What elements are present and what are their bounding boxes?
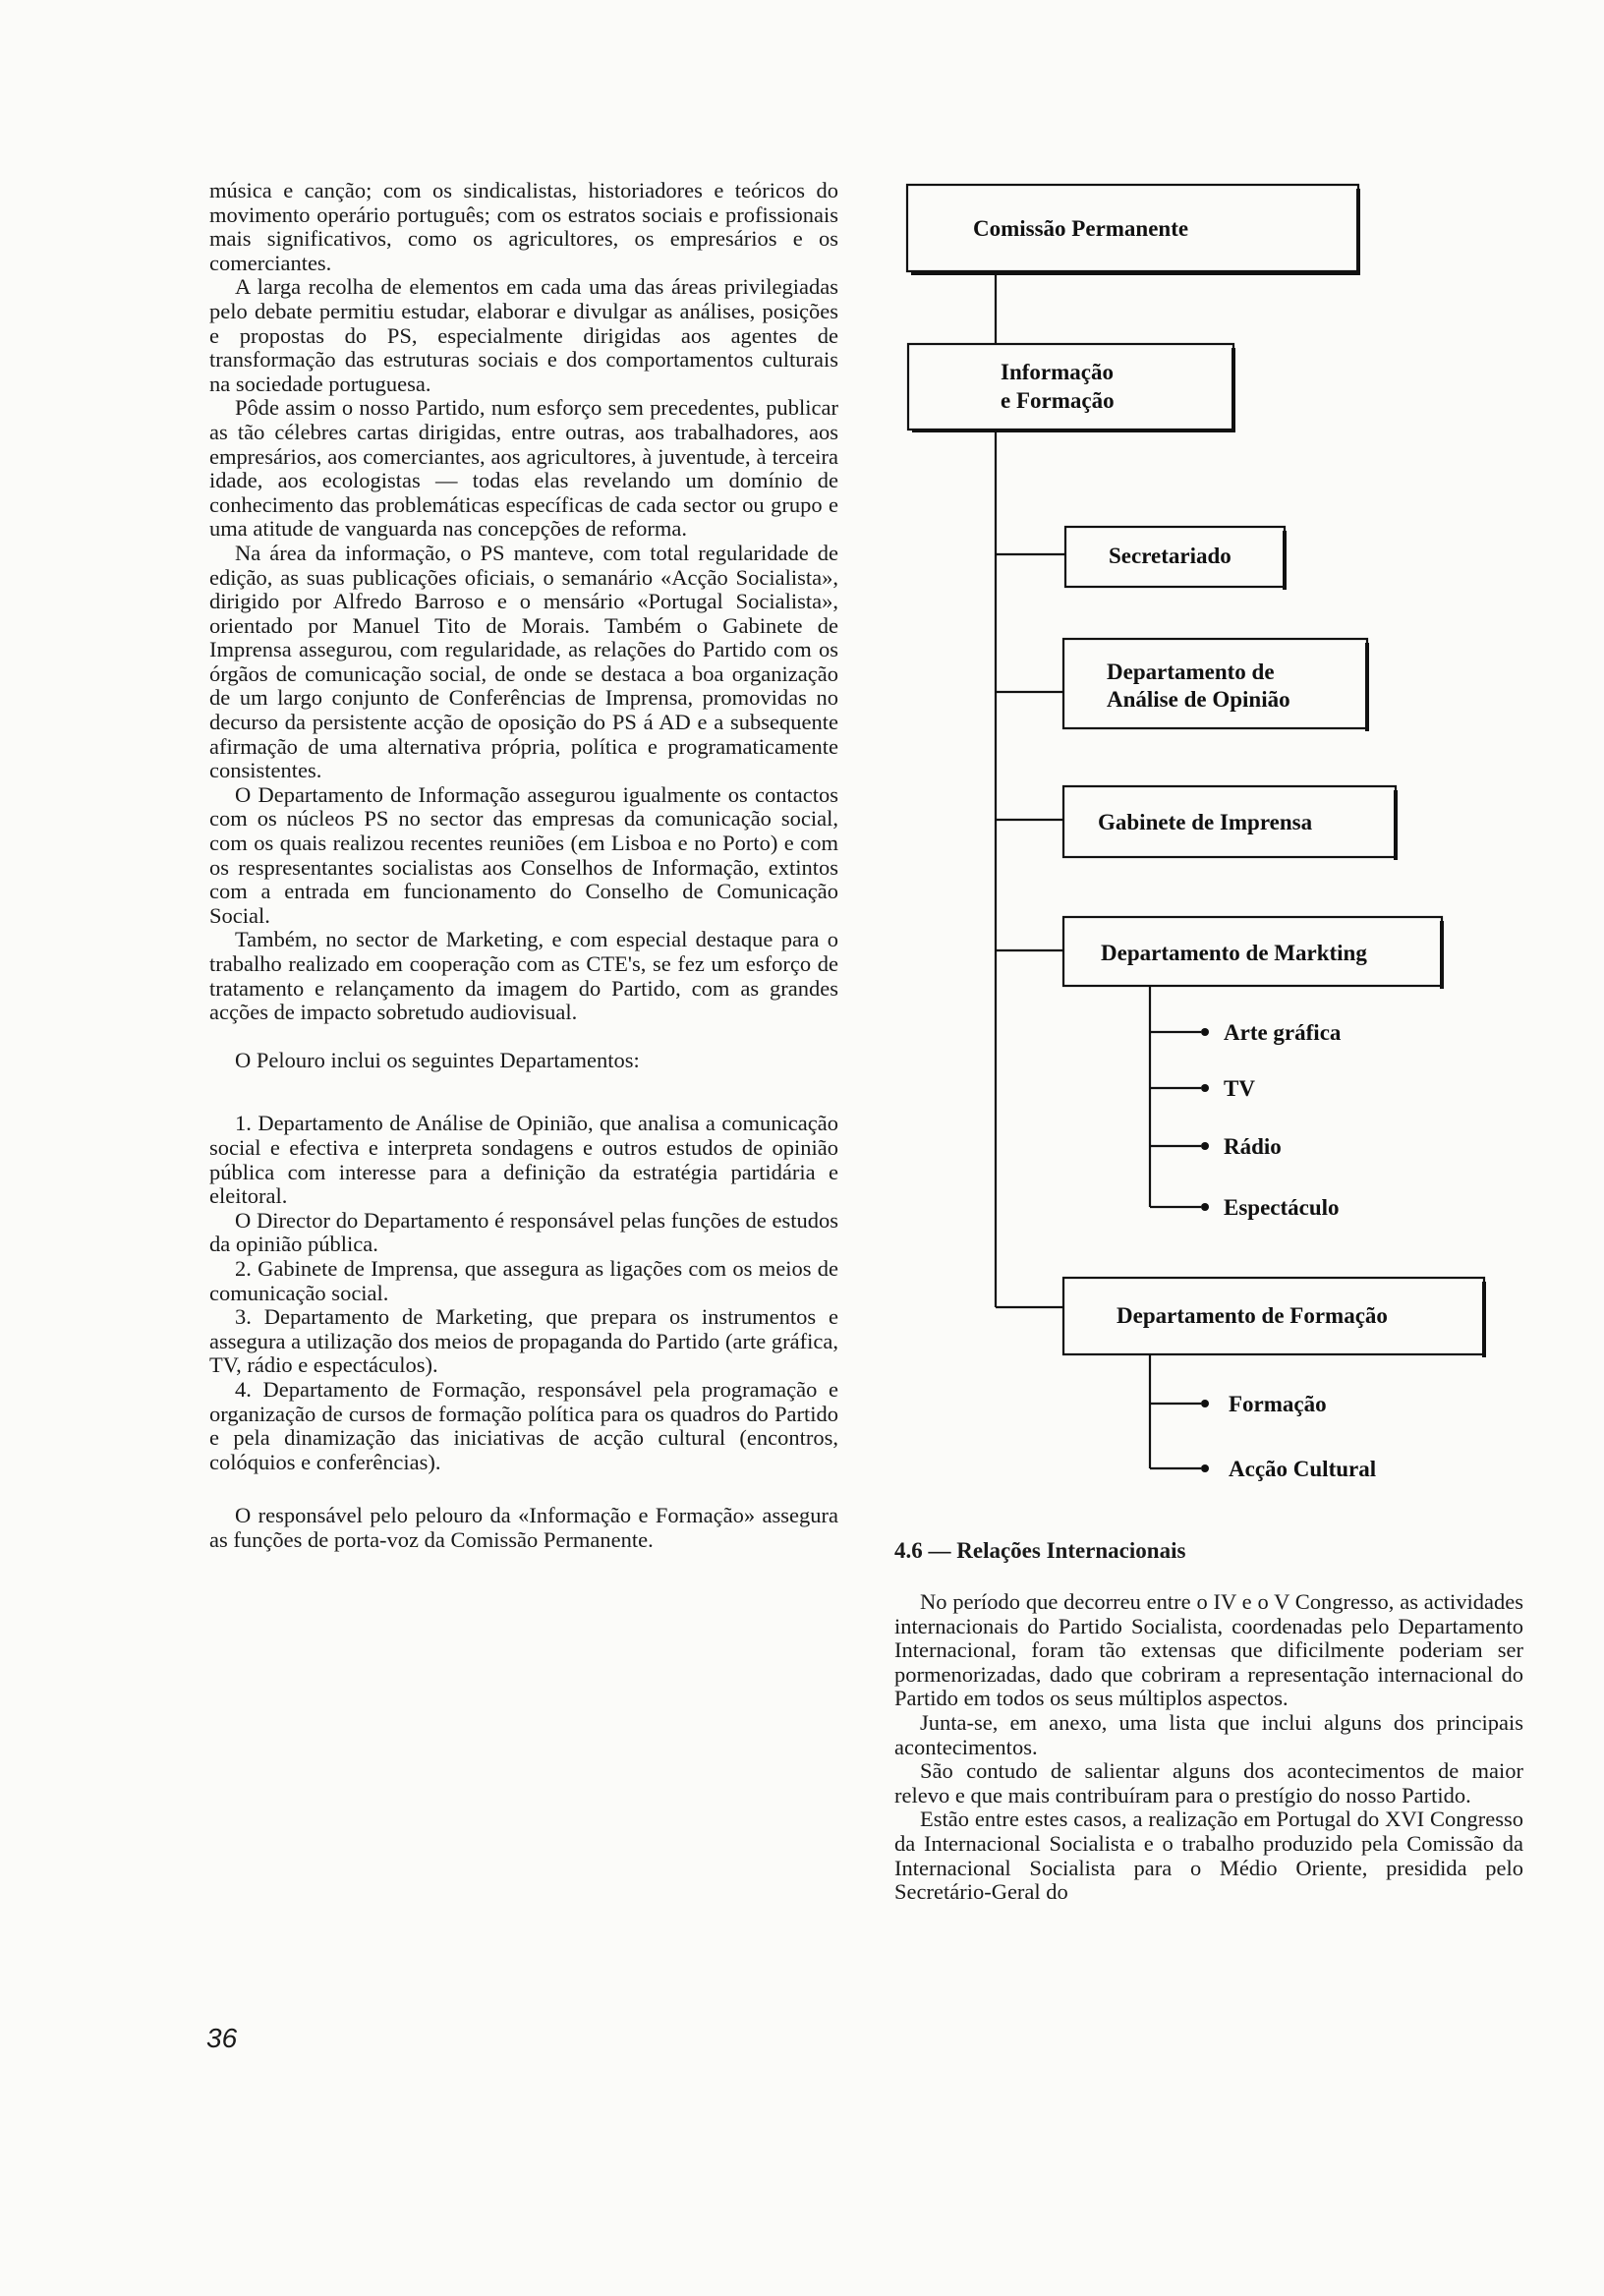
paragraph: No período que decorreu entre o IV e o V Congresso, as actividades internacionais do Partido Socialista, coordenadas pelo Departamento Internacional, foram tão extensas que dificilmente poderiam ser pormenorizadas, dado que cobriram a representação internacional do Partido em todos os seus múltiplos aspectos. xyxy=(894,1589,1523,1711)
paragraph: O responsável pelo pelouro da «Informação e Formação» assegura as funções de porta-voz da Comissão Permanente. xyxy=(209,1503,838,1552)
paragraph: música e canção; com os sindicalistas, historiadores e teóricos do movimento operário português; com os estratos sociais e profissionais mais significativos, como os agricultores, os empresários e os comerciantes. xyxy=(209,178,838,275)
bullet-icon xyxy=(1201,1203,1209,1211)
analysis-label-line2: Análise de Opinião xyxy=(1107,687,1290,712)
paragraph: Na área da informação, o PS manteve, com total regularidade de edição, as suas publicações oficiais, o semanário «Acção Socialista», dirigido por Alfredo Barroso e o mensário «Portugal Socialista», orientado por Manuel Tito de Morais. Também o Gabinete de Imprensa assegurou, com regularidade, as relações do Partido com os órgãos de comunicação social, de onde se destaca a boa organização de um largo conjunto de Conferências de Imprensa, promovidas no decurso da persistente acção de oposição do PS á AD e a subsequente afirmação de uma alternativa própria, política e programaticamente consistentes. xyxy=(209,540,838,783)
bullet-icon xyxy=(1201,1464,1209,1472)
press-label: Gabinete de Imprensa xyxy=(1098,810,1313,834)
right-text-column xyxy=(894,1590,1523,1905)
bullet-icon xyxy=(1201,1400,1209,1407)
paragraph: Pôde assim o nosso Partido, num esforço sem precedentes, publicar as tão célebres cartas dirigidas, entre outras, aos trabalhadores, aos empresários, aos comerciantes, aos agricultores, à juventude, à terceira idade, aos ecologistas — todas elas revelando um domínio de conhecimento das problemáticas específicas de cada sector ou grupo e uma atitude de vanguarda nas concepções de reforma. xyxy=(209,395,838,542)
analysis-label-line1: Departamento de xyxy=(1107,660,1275,684)
marketing-item: TV xyxy=(1224,1076,1255,1101)
info-label-line1: Informação xyxy=(1001,360,1114,384)
paragraph: 1. Departamento de Análise de Opinião, que analisa a comunicação social e efectiva e interpreta sondagens e outros estudos de opinião pública com interesse para a definição da estratégia partidária e eleitoral. xyxy=(209,1111,838,1209)
paragraph: Também, no sector de Marketing, e com especial destaque para o trabalho realizado em cooperação com as CTE's, se fez um esforço de tratamento e relançamento da imagem do Partido, com as grandes acções de impacto sobretudo audiovisual. xyxy=(209,927,838,1025)
marketing-item: Rádio xyxy=(1224,1134,1282,1159)
bullet-icon xyxy=(1201,1084,1209,1092)
paragraph: 2. Gabinete de Imprensa, que assegura as ligações com os meios de comunicação social. xyxy=(209,1255,838,1305)
paragraph: Junta-se, em anexo, uma lista que inclui alguns dos principais acontecimentos. xyxy=(894,1709,1523,1759)
info-box xyxy=(908,344,1233,430)
bullet-icon xyxy=(1201,1142,1209,1150)
paragraph: A larga recolha de elementos em cada uma das áreas privilegiadas pelo debate permitiu estudar, elaborar e divulgar as análises, posições e propostas do PS, especialmente dirigidas aos agentes de transformação das estruturas sociais e dos comportamentos culturais na sociedade portuguesa. xyxy=(209,274,838,396)
section-title: 4.6 — Relações Internacionais xyxy=(894,1538,1186,1563)
paragraph: O Director do Departamento é responsável pelas funções de estudos da opinião pública. xyxy=(209,1207,838,1257)
training-label: Departamento de Formação xyxy=(1117,1303,1388,1328)
commission-label: Comissão Permanente xyxy=(973,216,1189,241)
info-label-line2: e Formação xyxy=(1001,388,1115,413)
secretariado-label: Secretariado xyxy=(1109,544,1232,568)
marketing-item: Arte gráfica xyxy=(1224,1020,1342,1045)
marketing-label: Departamento de Markting xyxy=(1101,941,1367,965)
paragraph: Estão entre estes casos, a realização em Portugal do XVI Congresso da Internacional Socialista e o trabalho produzido pela Comissão da Internacional Socialista para o Médio Oriente, presidida pelo Secretário-Geral do xyxy=(894,1807,1523,1905)
marketing-item: Espectáculo xyxy=(1224,1195,1340,1220)
paragraph: 4. Departamento de Formação, responsável pela programação e organização de cursos de formação política para os quadros do Partido e pela dinamização das iniciativas de acção cultural (encontros, colóquios e conferências). xyxy=(209,1376,838,1474)
bullet-icon xyxy=(1201,1028,1209,1036)
training-item: Formação xyxy=(1229,1392,1327,1416)
paragraph: São contudo de salientar alguns dos acontecimentos de maior relevo e que mais contribuíram para o prestígio do nosso Partido. xyxy=(894,1758,1523,1808)
training-item: Acção Cultural xyxy=(1229,1457,1377,1481)
paragraph: O Departamento de Informação assegurou igualmente os contactos com os núcleos PS no sector das empresas da comunicação social, com os quais realizou recentes reuniões (em Lisboa e no Porto) e com os respresentantes socialistas aos Conselhos de Informação, extintos com a entrada em funcionamento do Conselho de Comunicação Social. xyxy=(209,781,838,928)
paragraph: 3. Departamento de Marketing, que prepara os instrumentos e assegura a utilização dos meios de propaganda do Partido (arte gráfica, TV, rádio e espectáculos). xyxy=(209,1304,838,1378)
page-number: 36 xyxy=(206,2023,238,2053)
paragraph: O Pelouro inclui os seguintes Departamentos: xyxy=(235,1047,640,1072)
